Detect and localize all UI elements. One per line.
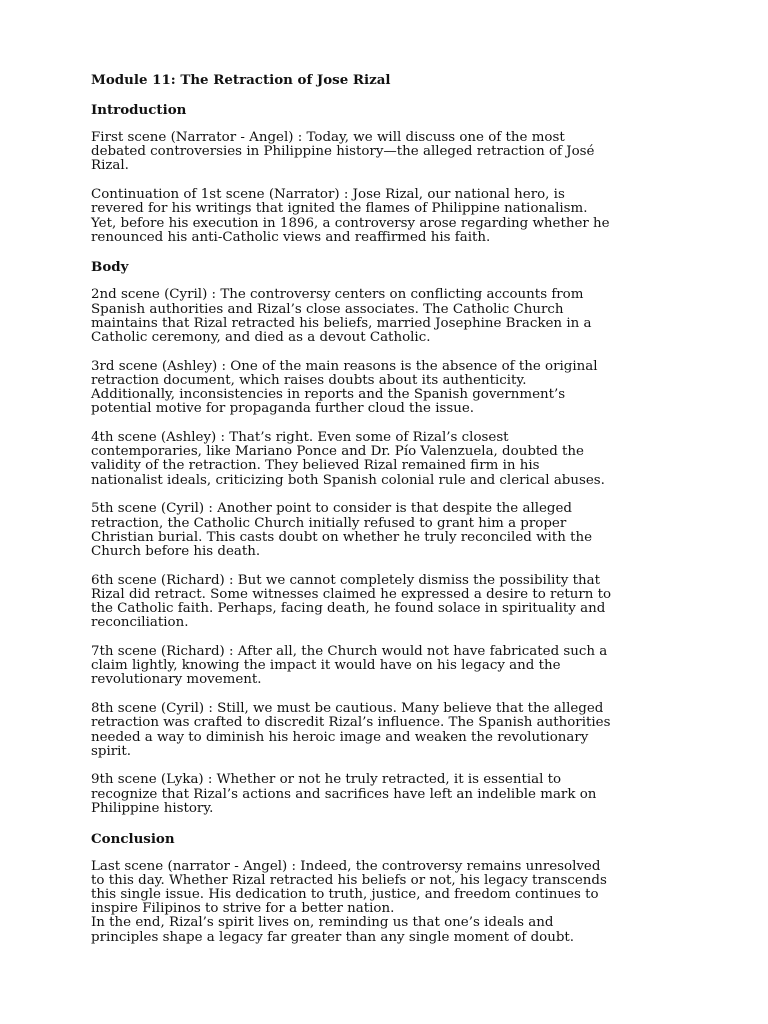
text-line: 8th scene (Cyril) : Still, we must be cautious. Many believe that the alleged [91,701,604,717]
paragraph-eighth-scene [91,702,691,759]
text-line: 4th scene (Ashley) : That’s right. Even some of Rizal’s closest [91,430,509,446]
text-line: validity of the retraction. They believed Rizal remained firm in his [91,458,540,474]
text-line: 5th scene (Cyril) : Another point to consider is that despite the alleged [91,501,572,517]
text-line: Church before his death. [91,543,261,559]
text-line: to this day. Whether Rizal retracted his beliefs or not, his legacy transcends [91,872,607,888]
text-line: Last scene (narrator - Angel) : Indeed, the controversy remains unresolved [91,858,601,874]
paragraph-continuation-first-scene [91,188,691,245]
text-line: Philippine history. [91,800,214,816]
text-line: the Catholic faith. Perhaps, facing death, he found solace in spirituality and [91,601,606,617]
paragraph-last-scene [91,860,691,917]
text-line: recognize that Rizal’s actions and sacrifices have left an indelible mark on [91,786,597,802]
document-title: Module 11: The Retraction of Jose Rizal [91,72,391,88]
document-page [91,72,691,959]
text-line: claim lightly, knowing the impact it would have on his legacy and the [91,658,561,674]
text-line: Catholic ceremony, and died as a devout Catholic. [91,330,431,346]
text-line: needed a way to diminish his heroic image and weaken the revolutionary [91,729,589,745]
text-line: Continuation of 1st scene (Narrator) : Jose Rizal, our national hero, is [91,187,565,203]
text-line: revolutionary movement. [91,672,262,688]
paragraph-closing [91,916,691,944]
text-line: 6th scene (Richard) : But we cannot completely dismiss the possibility that [91,572,600,588]
text-line: Rizal did retract. Some witnesses claimed he expressed a desire to return to [91,586,612,602]
text-line: principles shape a legacy far greater than any single moment of doubt. [91,929,575,945]
paragraph-fifth-scene [91,502,691,559]
paragraph-fourth-scene [91,431,691,488]
text-line: Additionally, inconsistencies in reports and the Spanish government’s [91,387,566,403]
text-line: nationalist ideals, criticizing both Spanish colonial rule and clerical abuses. [91,472,605,488]
text-line: reconciliation. [91,615,189,631]
text-line: Spanish authorities and Rizal’s close associates. The Catholic Church [91,301,564,317]
text-line: Yet, before his execution in 1896, a controversy arose regarding whether he [91,215,610,231]
text-line: spirit. [91,743,132,759]
paragraph-third-scene [91,360,691,417]
text-line: First scene (Narrator - Angel) : Today, we will discuss one of the most [91,130,565,145]
text-line: retraction was crafted to discredit Rizal’s influence. The Spanish authorities [91,715,611,731]
text-line: inspire Filipinos to strive for a better nation. [91,901,395,917]
text-line: renounced his anti-Catholic views and reaffirmed his faith. [91,229,491,245]
text-line: 2nd scene (Cyril) : The controversy centers on conflicting accounts from [91,287,584,303]
text-line: debated controversies in Philippine history—the alleged retraction of José [91,144,595,160]
paragraph-first-scene [91,131,691,174]
text-line: retraction, the Catholic Church initially refused to grant him a proper [91,515,567,531]
text-line: this single issue. His dedication to truth, justice, and freedom continues to [91,886,599,902]
body-heading: Body [91,259,129,276]
text-line: 7th scene (Richard) : After all, the Church would not have fabricated such a [91,643,608,659]
introduction-heading: Introduction [91,102,187,118]
conclusion-heading: Conclusion [91,830,175,847]
paragraph-sixth-scene [91,574,691,631]
text-line: Christian burial. This casts doubt on whether he truly reconciled with the [91,529,593,545]
text-line: In the end, Rizal’s spirit lives on, reminding us that one’s ideals and [91,915,554,931]
paragraph-seventh-scene [91,645,691,688]
text-line: 3rd scene (Ashley) : One of the main reasons is the absence of the original [91,358,598,374]
text-line: contemporaries, like Mariano Ponce and Dr. Pío Valenzuela, doubted the [91,444,584,460]
text-line: retraction document, which raises doubts about its authenticity. [91,372,527,388]
text-line: maintains that Rizal retracted his beliefs, married Josephine Bracken in a [91,315,592,331]
paragraph-ninth-scene [91,773,691,816]
text-line: potential motive for propaganda further cloud the issue. [91,401,475,417]
text-line: revered for his writings that ignited the flames of Philippine nationalism. [91,201,588,217]
paragraph-second-scene [91,288,691,345]
text-line: 9th scene (Lyka) : Whether or not he truly retracted, it is essential to [91,772,562,788]
text-line: Rizal. [91,158,129,174]
